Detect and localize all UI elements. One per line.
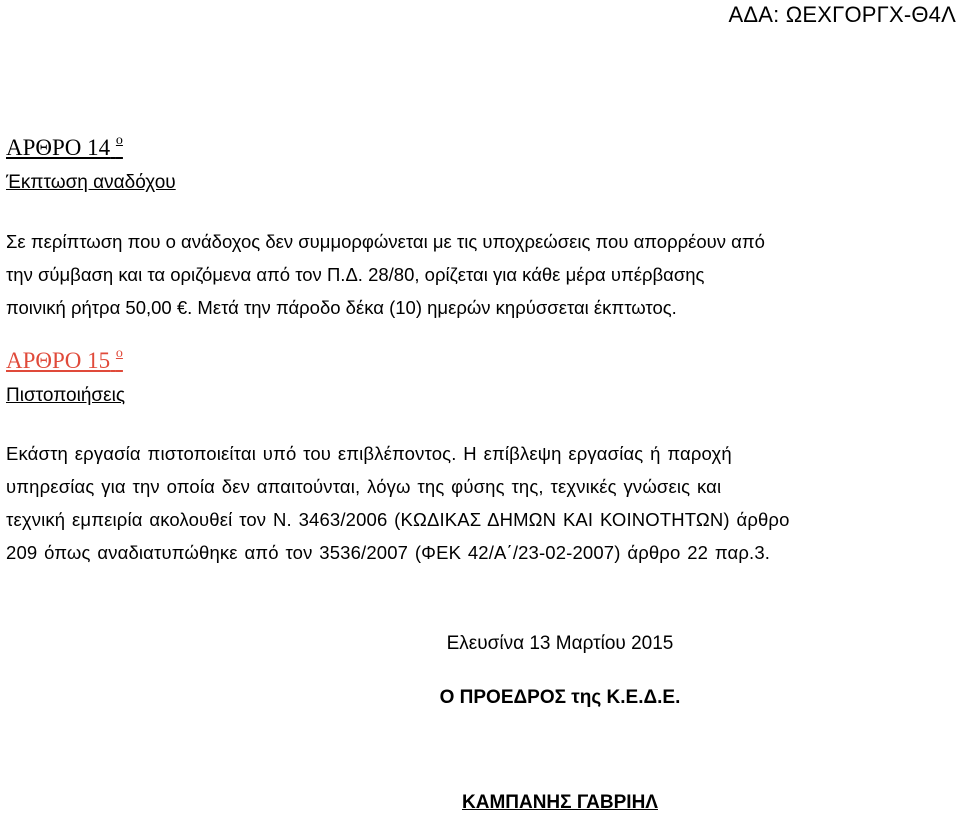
article-14-paragraph — [6, 225, 934, 324]
article-15-subtitle: Πιστοποιήσεις — [6, 385, 125, 406]
article-15-line: Εκάστη εργασία πιστοποιείται υπό του επιβλέποντος. Η επίβλεψη εργασίας ή παροχή — [6, 443, 732, 464]
article-14-ordinal: ο — [115, 133, 123, 149]
article-15-line: υπηρεσίας για την οποία δεν απαιτούνται, λόγω της φύσης της, τεχνικές γνώσεις και — [6, 476, 722, 497]
article-15-line: 209 όπως αναδιατυπώθηκε από τον 3536/2007 (ΦΕΚ 42/Α΄/23-02-2007) άρθρο 22 παρ.3. — [6, 542, 771, 563]
article-14-subtitle: Έκπτωση αναδόχου — [6, 172, 176, 193]
article-14-title: ΑΡΘΡΟ 14 — [6, 135, 111, 160]
article-15-ordinal: ο — [115, 346, 123, 362]
article-14-line: την σύμβαση και τα οριζόμενα από τον Π.Δ. 28/80, ορίζεται για κάθε μέρα υπέρβασης — [6, 264, 705, 285]
ada-code: ΑΔΑ: ΩΕΧΓΟΡΓΧ-Θ4Λ — [728, 2, 956, 27]
signatory-name: ΚΑΜΠΑΝΗΣ ΓΑΒΡΙΗΛ — [462, 792, 658, 813]
article-14-line: ποινική ρήτρα 50,00 €. Μετά την πάροδο δέκα (10) ημερών κηρύσσεται έκπτωτος. — [6, 297, 677, 318]
signatory-role: Ο ΠΡΟΕΔΡΟΣ της Κ.Ε.Δ.Ε. — [439, 687, 681, 708]
article-15-line: τεχνική εμπειρία ακολουθεί τον Ν. 3463/2006 (ΚΩΔΙΚΑΣ ΔΗΜΩΝ ΚΑΙ ΚΟΙΝΟΤΗΤΩΝ) άρθρο — [6, 509, 790, 530]
article-15-paragraph — [6, 437, 934, 569]
place-date: Ελευσίνα 13 Μαρτίου 2015 — [446, 633, 674, 654]
article-14-heading — [6, 135, 123, 161]
article-15-title: ΑΡΘΡΟ 15 — [6, 348, 111, 373]
article-15-heading — [6, 348, 123, 374]
article-14-line: Σε περίπτωση που ο ανάδοχος δεν συμμορφώνεται με τις υποχρεώσεις που απορρέουν από — [6, 231, 765, 252]
